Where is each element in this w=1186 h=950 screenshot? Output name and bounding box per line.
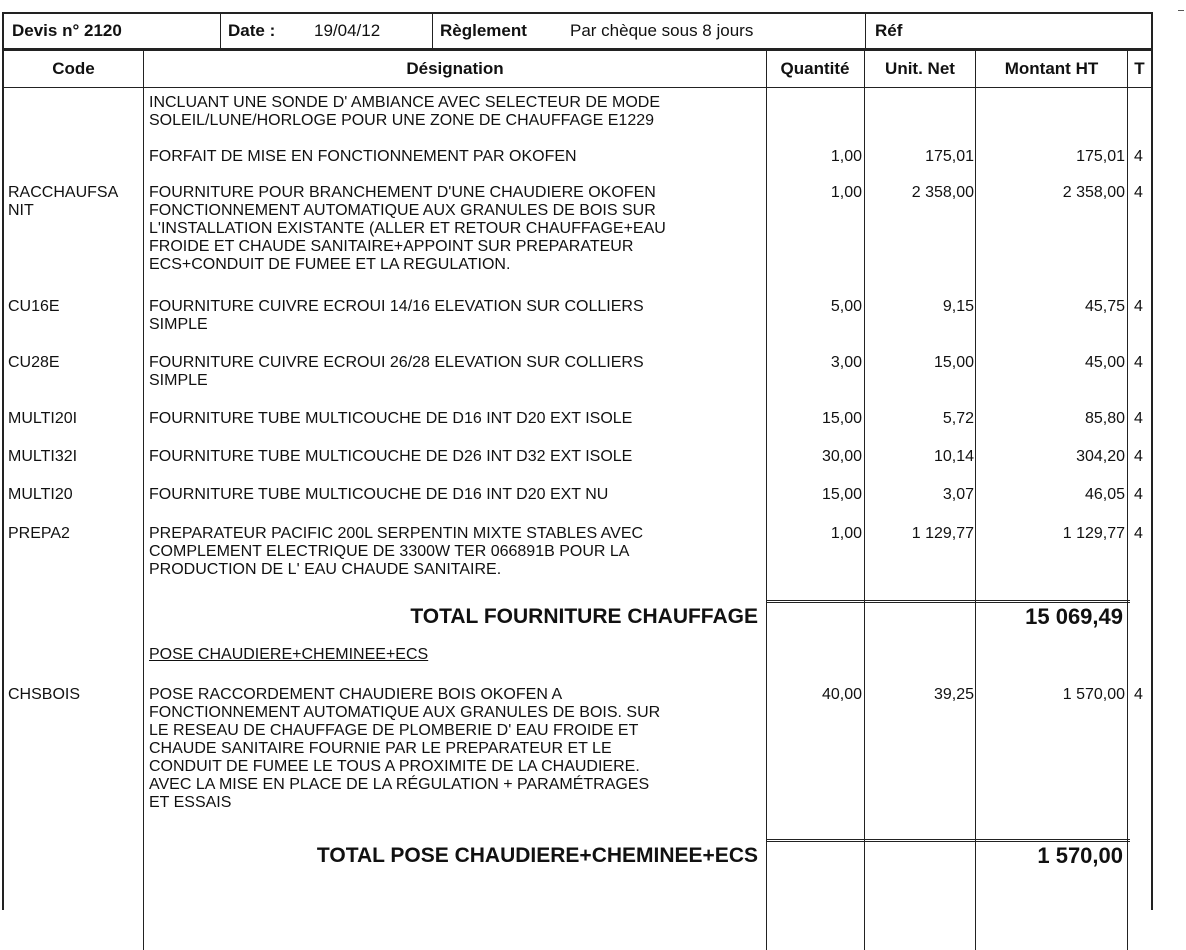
row-unit-price: 2 358,00 — [911, 184, 974, 201]
section-heading: POSE CHAUDIERE+CHEMINEE+ECS — [149, 646, 429, 663]
row-amount: 2 358,00 — [1062, 184, 1125, 201]
row-code: PREPA2 — [8, 525, 70, 542]
row-quantity: 15,00 — [821, 410, 862, 427]
row-amount: 304,20 — [1076, 448, 1125, 465]
row-quantity: 1,00 — [830, 184, 862, 201]
row-code: RACCHAUFSA NIT — [8, 184, 119, 219]
row-designation: PREPARATEUR PACIFIC 200L SERPENTIN MIXTE STABLES AVEC COMPLEMENT ELECTRIQUE DE 3300W TER 066891B POUR LA PRODUCTION DE L' EAU CHAUDE SANITAIRE. — [149, 525, 644, 578]
row-tax-code: 4 — [1134, 686, 1143, 703]
row-amount: 46,05 — [1084, 486, 1125, 503]
row-tax-code: 4 — [1134, 298, 1143, 315]
row-quantity: 1,00 — [830, 148, 862, 165]
column-header-unit-net: Unit. Net — [885, 59, 955, 78]
column-divider — [864, 50, 865, 950]
table-header — [4, 50, 1151, 88]
row-unit-price: 175,01 — [925, 148, 974, 165]
row-unit-price: 5,72 — [942, 410, 974, 427]
row-unit-price: 9,15 — [942, 298, 974, 315]
row-amount: 45,75 — [1084, 298, 1125, 315]
row-unit-price: 1 129,77 — [911, 525, 974, 542]
row-tax-code: 4 — [1134, 184, 1143, 201]
column-header-t: T — [1134, 59, 1145, 78]
row-designation: POSE RACCORDEMENT CHAUDIERE BOIS OKOFEN A FONCTIONNEMENT AUTOMATIQUE AUX GRANULES DE BOIS. SUR LE RESEAU DE CHAUFFAGE DE PLOMBERIE D' EAU FROIDE ET CHAUDE SANITAIRE FOURNIE PAR LE PREPARATEUR ET LE CONDUIT DE FUMEE LE TOUS A PROXIMITE DE LA CHAUDIERE. AVEC LA MISE EN PLACE DE LA RÉGULATION + PARAMÉTRAGES ET ESSAIS — [149, 686, 661, 811]
row-designation: FOURNITURE TUBE MULTICOUCHE DE D16 INT D20 EXT ISOLE — [149, 410, 633, 427]
row-code: CU28E — [8, 354, 60, 371]
row-amount: 1 570,00 — [1062, 686, 1125, 703]
row-tax-code: 4 — [1134, 148, 1143, 165]
row-code: CU16E — [8, 298, 60, 315]
row-code: MULTI32I — [8, 448, 78, 465]
row-designation: FOURNITURE CUIVRE ECROUI 14/16 ELEVATION SUR COLLIERS SIMPLE — [149, 298, 644, 333]
row-unit-price: 10,14 — [933, 448, 974, 465]
devis-number: Devis n° 2120 — [12, 21, 122, 40]
row-tax-code: 4 — [1134, 354, 1143, 371]
row-designation: FOURNITURE TUBE MULTICOUCHE DE D26 INT D32 EXT ISOLE — [149, 448, 633, 465]
row-code: MULTI20 — [8, 486, 73, 503]
date-label: Date : — [228, 21, 276, 40]
subtotal-label: TOTAL FOURNITURE CHAUFFAGE — [410, 605, 758, 628]
divider — [865, 14, 866, 48]
divider — [220, 14, 221, 48]
column-header-quantite: Quantité — [780, 59, 850, 78]
row-tax-code: 4 — [1134, 448, 1143, 465]
divider — [432, 14, 433, 48]
row-designation: FOURNITURE CUIVRE ECROUI 26/28 ELEVATION SUR COLLIERS SIMPLE — [149, 354, 644, 389]
column-header-designation: Désignation — [406, 59, 504, 78]
row-designation: FOURNITURE POUR BRANCHEMENT D'UNE CHAUDIERE OKOFEN FONCTIONNEMENT AUTOMATIQUE AUX GRANULES DE BOIS SUR L'INSTALLATION EXISTANTE (ALLER ET RETOUR CHAUFFAGE+EAU FROIDE ET CHAUDE SANITAIRE+APPOINT SUR PREPARATEUR ECS+CONDUIT DE FUMEE ET LA REGULATION. — [149, 184, 666, 273]
quote-header — [2, 12, 1153, 50]
ref-label: Réf — [875, 21, 903, 40]
row-unit-price: 3,07 — [942, 486, 974, 503]
row-unit-price: 15,00 — [933, 354, 974, 371]
row-designation: FOURNITURE TUBE MULTICOUCHE DE D16 INT D20 EXT NU — [149, 486, 609, 503]
subtotal-label: TOTAL POSE CHAUDIERE+CHEMINEE+ECS — [316, 844, 758, 867]
column-divider — [1127, 50, 1128, 950]
row-tax-code: 4 — [1134, 410, 1143, 427]
row-code: MULTI20I — [8, 410, 78, 427]
scan-mark — [1178, 10, 1184, 11]
double-rule — [766, 600, 1130, 603]
row-quantity: 5,00 — [830, 298, 862, 315]
row-quantity: 1,00 — [830, 525, 862, 542]
row-quantity: 3,00 — [830, 354, 862, 371]
date-value: 19/04/12 — [314, 21, 381, 40]
row-quantity: 30,00 — [821, 448, 862, 465]
row-tax-code: 4 — [1134, 486, 1143, 503]
row-designation: INCLUANT UNE SONDE D' AMBIANCE AVEC SELECTEUR DE MODE SOLEIL/LUNE/HORLOGE POUR UNE ZONE DE CHAUFFAGE E1229 — [149, 94, 661, 129]
row-amount: 85,80 — [1084, 410, 1125, 427]
reglement-label: Règlement — [440, 21, 527, 40]
subtotal-amount: 15 069,49 — [1025, 604, 1123, 629]
row-tax-code: 4 — [1134, 525, 1143, 542]
quote-table — [2, 50, 1153, 910]
row-designation: FORFAIT DE MISE EN FONCTIONNEMENT PAR OKOFEN — [149, 148, 577, 165]
row-quantity: 15,00 — [821, 486, 862, 503]
row-amount: 1 129,77 — [1062, 525, 1125, 542]
row-quantity: 40,00 — [821, 686, 862, 703]
column-header-code: Code — [52, 59, 95, 78]
subtotal-amount: 1 570,00 — [1037, 843, 1123, 868]
column-header-montant-ht: Montant HT — [1004, 59, 1099, 78]
row-unit-price: 39,25 — [933, 686, 974, 703]
double-rule — [766, 839, 1130, 842]
reglement-value: Par chèque sous 8 jours — [570, 21, 754, 40]
row-code: CHSBOIS — [8, 686, 81, 703]
row-amount: 45,00 — [1084, 354, 1125, 371]
row-amount: 175,01 — [1076, 148, 1125, 165]
column-divider — [975, 50, 976, 950]
